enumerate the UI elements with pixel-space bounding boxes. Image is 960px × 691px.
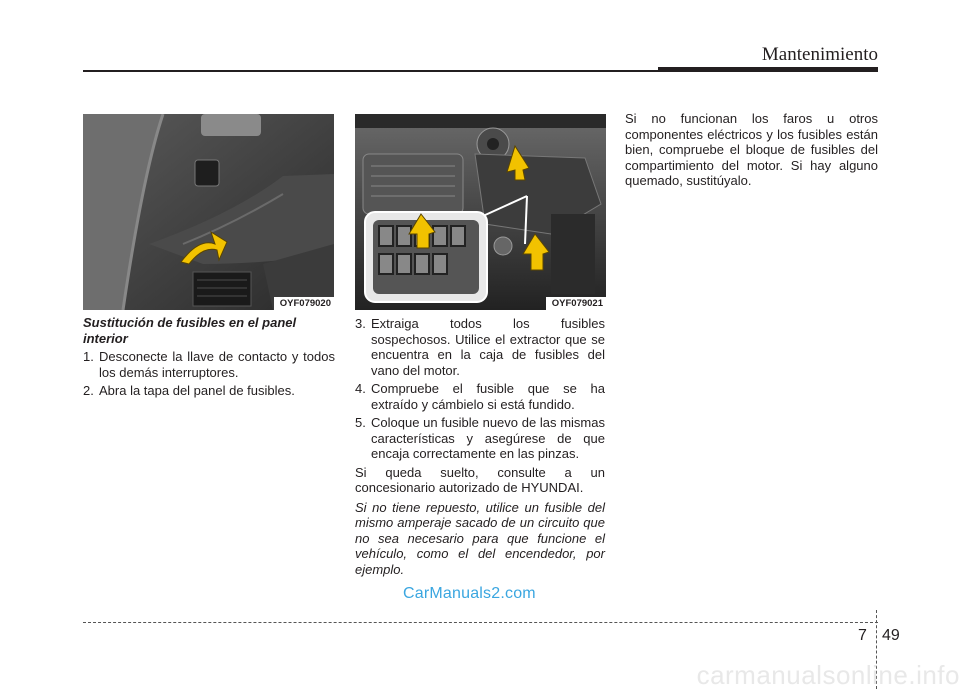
step-number: 1. — [83, 349, 94, 364]
body-paragraph: Si no funcionan los faros u otros componentes eléctricos y los fusibles están bien, compruebe el bloque de fusibles del compartimiento del motor. Si hay alguno quemado, sustitúyalo. — [625, 111, 878, 188]
step-number: 3. — [355, 316, 366, 331]
header-rule-accent — [658, 67, 878, 72]
section-subheading: Sustitución de fusibles en el panel interior — [83, 315, 297, 346]
chapter-number: 7 — [858, 627, 867, 644]
step-text: Coloque un fusible nuevo de las mismas características y asegúrese de que encaja correctamente en las pinzas. — [371, 415, 605, 461]
step-text: Abra la tapa del panel de fusibles. — [99, 383, 295, 398]
footer-site-watermark: carmanualsonline.info — [696, 660, 960, 690]
step-number: 5. — [355, 415, 366, 430]
column-1 — [83, 315, 335, 402]
body-paragraph: Si queda suelto, consulte a un concesionario autorizado de HYUNDAI. — [355, 464, 605, 495]
column-2 — [355, 316, 605, 577]
figure-caption: OYF079021 — [546, 297, 606, 310]
page-number: 49 — [882, 627, 900, 644]
step-text: Compruebe el fusible que se ha extraído y cámbielo si está fundido. — [371, 381, 605, 412]
step-text: Desconecte la llave de contacto y todos los demás interruptores. — [99, 349, 335, 380]
page-header-title: Mantenimiento — [761, 44, 878, 65]
footer-rule — [83, 622, 878, 623]
engine-fuse-box-photo — [355, 114, 606, 310]
step-item — [83, 383, 335, 399]
step-item — [355, 316, 605, 378]
step-number: 2. — [83, 383, 94, 398]
column-3 — [625, 111, 878, 192]
interior-fuse-panel-photo — [83, 114, 334, 310]
step-item — [83, 349, 335, 380]
site-watermark-link[interactable]: CarManuals2.com — [403, 585, 536, 602]
step-item — [355, 415, 605, 462]
step-text: Extraiga todos los fusibles sospechosos. Utilice el extractor que se encuentra en la caja de fusibles del vano del motor. — [371, 316, 605, 378]
italic-note: Si no tiene repuesto, utilice un fusible del mismo amperaje sacado de un circuito que no sea necesario para que funcione el vehículo, como el del encendedor, por ejemplo. — [355, 499, 605, 577]
figure-caption: OYF079020 — [274, 297, 334, 310]
step-item — [355, 381, 605, 412]
step-number: 4. — [355, 381, 366, 396]
